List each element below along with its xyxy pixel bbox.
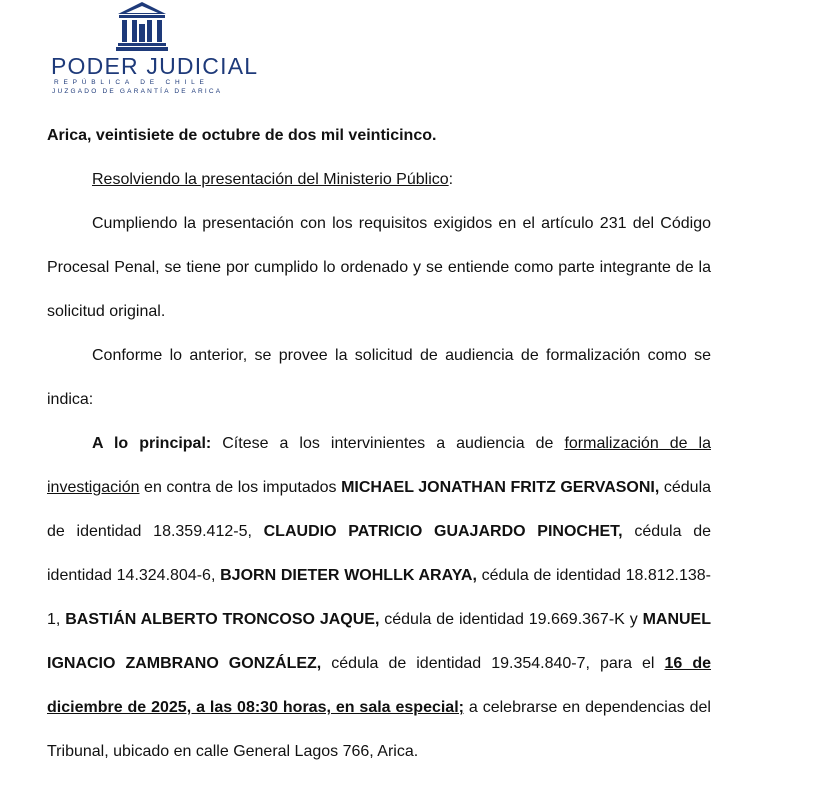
paragraph-provision: Conforme lo anterior, se provee la solicitud de audiencia de formalización como se indica: [47, 347, 711, 408]
defendant-name-3: BJORN DIETER WOHLLK ARAYA, [220, 567, 477, 584]
resolving-colon: : [448, 171, 454, 188]
logo-title: PODER JUDICIAL [51, 53, 259, 79]
date-line: Arica, veintisiete de octubre de dos mil veinticinco. [47, 127, 437, 144]
paragraph-principal [47, 422, 711, 774]
hearing-date: 16 de diciembre de 2025, a las 08:30 horas, en sala especial; [47, 655, 712, 716]
principal-text-6: cédula de identidad 19.669.367-K y [379, 611, 643, 628]
principal-text-8: a celebrarse en dependencias del Tribunal, ubicado en calle General Lagos 766, Arica. [47, 699, 711, 760]
defendant-name-4: BASTIÁN ALBERTO TRONCOSO JAQUE, [65, 611, 380, 628]
courthouse-icon [116, 0, 168, 52]
principal-text-5: cédula de identidad 18.812.138-1, [47, 567, 712, 628]
defendant-name-5: MANUEL IGNACIO ZAMBRANO GONZÁLEZ, [47, 611, 711, 672]
defendant-name-1: MICHAEL JONATHAN FRITZ GERVASONI, [341, 479, 660, 496]
poder-judicial-logo [48, 0, 259, 100]
formalization-link: formalización de la investigación [47, 435, 711, 496]
principal-text-7: cédula de identidad 19.354.840-7, para el [321, 655, 665, 672]
principal-text-3: cédula de identidad 18.359.412-5, [47, 479, 712, 540]
logo-subtitle-court: JUZGADO DE GARANTÍA DE ARICA [52, 88, 223, 95]
resolving-line [47, 158, 711, 202]
principal-text-2: en contra de los imputados [139, 479, 342, 496]
principal-label: A lo principal: [92, 435, 212, 452]
principal-text-4: cédula de identidad 14.324.804-6, [47, 523, 711, 584]
paragraph-requirements: Cumpliendo la presentación con los requisitos exigidos en el artículo 231 del Código Procesal Penal, se tiene por cumplido lo ordenado y se entiende como parte integrante de la solicitud original. [47, 215, 711, 320]
resolution-document [47, 114, 711, 774]
logo-subtitle-country: REPÚBLICA DE CHILE [54, 79, 209, 86]
defendant-name-2: CLAUDIO PATRICIO GUAJARDO PINOCHET, [263, 523, 623, 540]
principal-text-1: Cítese a los intervinientes a audiencia de [211, 435, 565, 452]
resolving-heading: Resolviendo la presentación del Ministerio Público [92, 171, 449, 188]
